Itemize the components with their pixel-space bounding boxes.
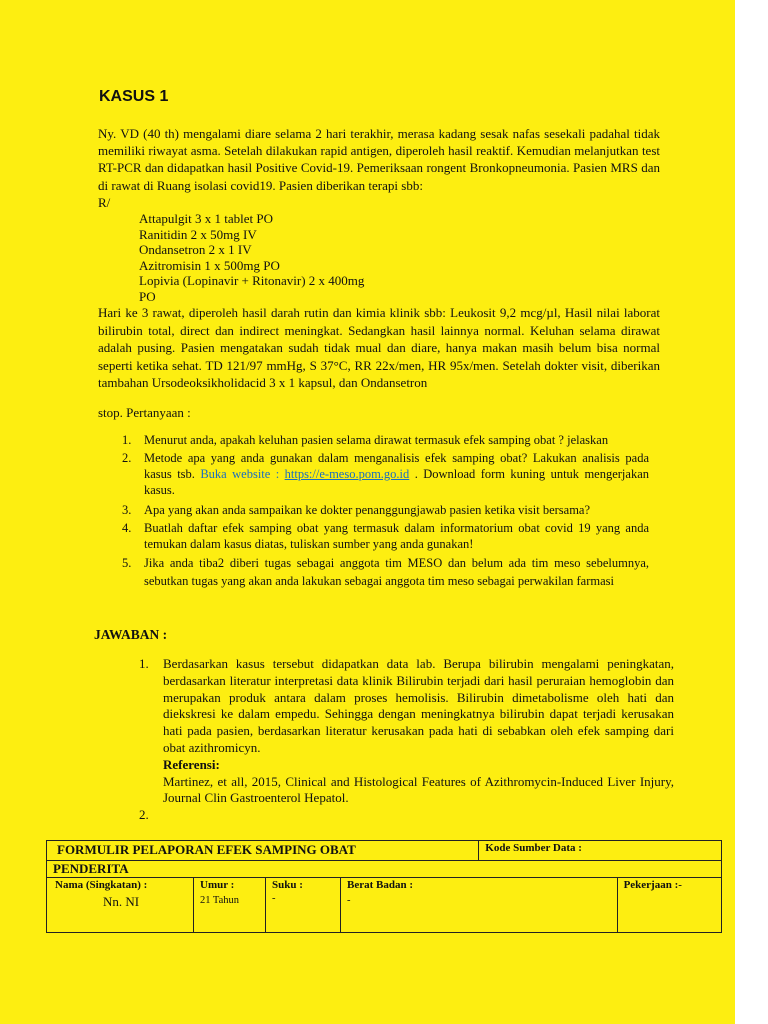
questions-intro: stop. Pertanyaan : (98, 405, 191, 420)
question-text: Metode apa yang anda gunakan dalam menganalisis efek samping obat? Lakukan analisis pada kasus tsb. (144, 451, 649, 481)
question-text: Buatlah daftar efek samping obat yang termasuk dalam informatorium obat covid 19 yang anda temukan dalam kasus diatas, tuliskan sumber yang anda gunakan! (144, 521, 649, 551)
field-label: Umur : (200, 879, 235, 891)
field-label: Suku : (272, 879, 303, 891)
patient-ethnicity-value: - (272, 893, 276, 904)
question-number: 1. (122, 433, 132, 447)
source-code-label: Kode Sumber Data : (479, 841, 722, 861)
answer-item (139, 807, 674, 824)
field-label: Pekerjaan :- (623, 879, 682, 891)
field-occupation (617, 878, 721, 933)
field-age (194, 878, 266, 933)
field-name (47, 878, 194, 933)
prescription-item: Lopivia (Lopinavir + Ritonavir) 2 x 400mg (139, 273, 365, 289)
question-text: . Download form kuning untuk mengerjakan kasus. (144, 467, 650, 497)
questions-list (104, 432, 649, 592)
meso-report-form (46, 840, 722, 933)
prescription-item: PO (139, 288, 156, 304)
case-text: Ny. VD (40 th) mengalami diare selama 2 hari terakhir, merasa kadang sesak nafas sesekali padahal tidak memiliki riwayat asma. Setelah dilakukan rapid antigen, diperoleh hasil reaktif. Kemudian melanjutkan test RT-PCR dan didapatkan hasil Positive Covid-19. Pemeriksaan rongent Bronkopneumonia. Pasien MRS dan di rawat di Ruang isolasi covid19. Pasien diberikan terapi sbb: (98, 126, 660, 193)
question-number: 5. (122, 556, 132, 570)
question-text: Jika anda tiba2 diberi tugas sebagai anggota tim MESO dan belum ada tim meso sebelumnya, sebutkan tugas yang akan anda lakukan sebagai anggota tim meso sebagai perwakilan farmasi (144, 556, 649, 588)
question-item (104, 502, 649, 518)
answer-heading: JAWABAN : (94, 627, 168, 642)
answer-text (163, 807, 674, 824)
case-title: KASUS 1 (99, 88, 169, 105)
question-item (104, 450, 649, 498)
prescription-item: Attapulgit 3 x 1 tablet PO (139, 211, 273, 226)
answer-number: 1. (139, 656, 149, 671)
question-text: Apa yang akan anda sampaikan ke dokter penanggungjawab pasien ketika visit bersama? (144, 503, 591, 517)
field-weight (341, 878, 618, 933)
patient-section: PENDERITA (47, 861, 722, 878)
prescription-item: Azitromisin 1 x 500mg PO (139, 257, 280, 273)
question-text: Menurut anda, apakah keluhan pasien selama dirawat termasuk efek samping obat ? jelaskan (144, 433, 609, 447)
question-number: 3. (122, 503, 132, 517)
question-item (104, 520, 649, 552)
website-label: Buka website : (200, 467, 285, 481)
question-item (104, 554, 649, 590)
question-number: 4. (122, 521, 132, 535)
prescription-item: Ranitidin 2 x 50mg IV (139, 226, 257, 242)
field-label: Nama (Singkatan) : (55, 879, 148, 891)
answers-list (139, 656, 674, 824)
answer-item (139, 656, 674, 807)
reference-label: Referensi: (163, 756, 220, 772)
patient-name-value: Nn. NI (103, 894, 140, 909)
answer-text: Berdasarkan kasus tersebut didapatkan data lab. Berupa bilirubin mengalami peningkatan, berdasarkan literatur interpretasi data klinik Bilirubin terjadi dari hasil peruraian hemoglobin dan merupakan produk antara dalam proses hemolisis. Bilirubin dimetabolisme oleh hati dan diekskresi ke dalam empedu. Sehingga dengan meningkatnya bilirubin dapat terjadi kerusakan hati pada pasien, berdasarkan literatur kerusakan pada hati di sebabkan oleh efek samping dari obat azithromicyn. (163, 656, 674, 755)
field-ethnicity (266, 878, 341, 933)
emeso-link[interactable]: https://e-meso.pom.go.id (284, 467, 410, 481)
reference-text: Martinez, et all, 2015, Clinical and Histological Features of Azithromycin-Induced Liver Injury, Journal Clin Gastroenterol Hepatol. (163, 773, 674, 806)
question-item (104, 432, 649, 448)
form-title: FORMULIR PELAPORAN EFEK SAMPING OBAT (47, 841, 479, 861)
rx-label: R/ (98, 194, 111, 210)
answer-number: 2. (139, 807, 149, 823)
prescription-item: Ondansetron 2 x 1 IV (139, 242, 252, 258)
prescription-list (139, 211, 364, 305)
case-paragraph (98, 125, 660, 211)
field-label: Berat Badan : (347, 879, 414, 891)
question-number: 2. (122, 451, 132, 465)
patient-weight-value: - (347, 895, 351, 906)
patient-age-value: 21 Tahun (200, 895, 240, 906)
followup-paragraph: Hari ke 3 rawat, diperoleh hasil darah rutin dan kimia klinik sbb: Leukosit 9,2 mcg/µl, Hasil nilai laborat bilirubin total, direct dan indirect meningkat. Sedangkan hasil lainnya normal. Keluhan selama dirawat adalah pusing. Pasien mengatakan sudah tidak mual dan diare, hanya makan masih belum bisa normal seperti ketika sehat. TD 121/97 mmHg, S 37°C, RR 22x/men, HR 95x/men. Setelah dokter visit, diberikan tambahan Ursodeoksikholidacid 3 x 1 kapsul, dan Ondansetron (98, 305, 660, 391)
